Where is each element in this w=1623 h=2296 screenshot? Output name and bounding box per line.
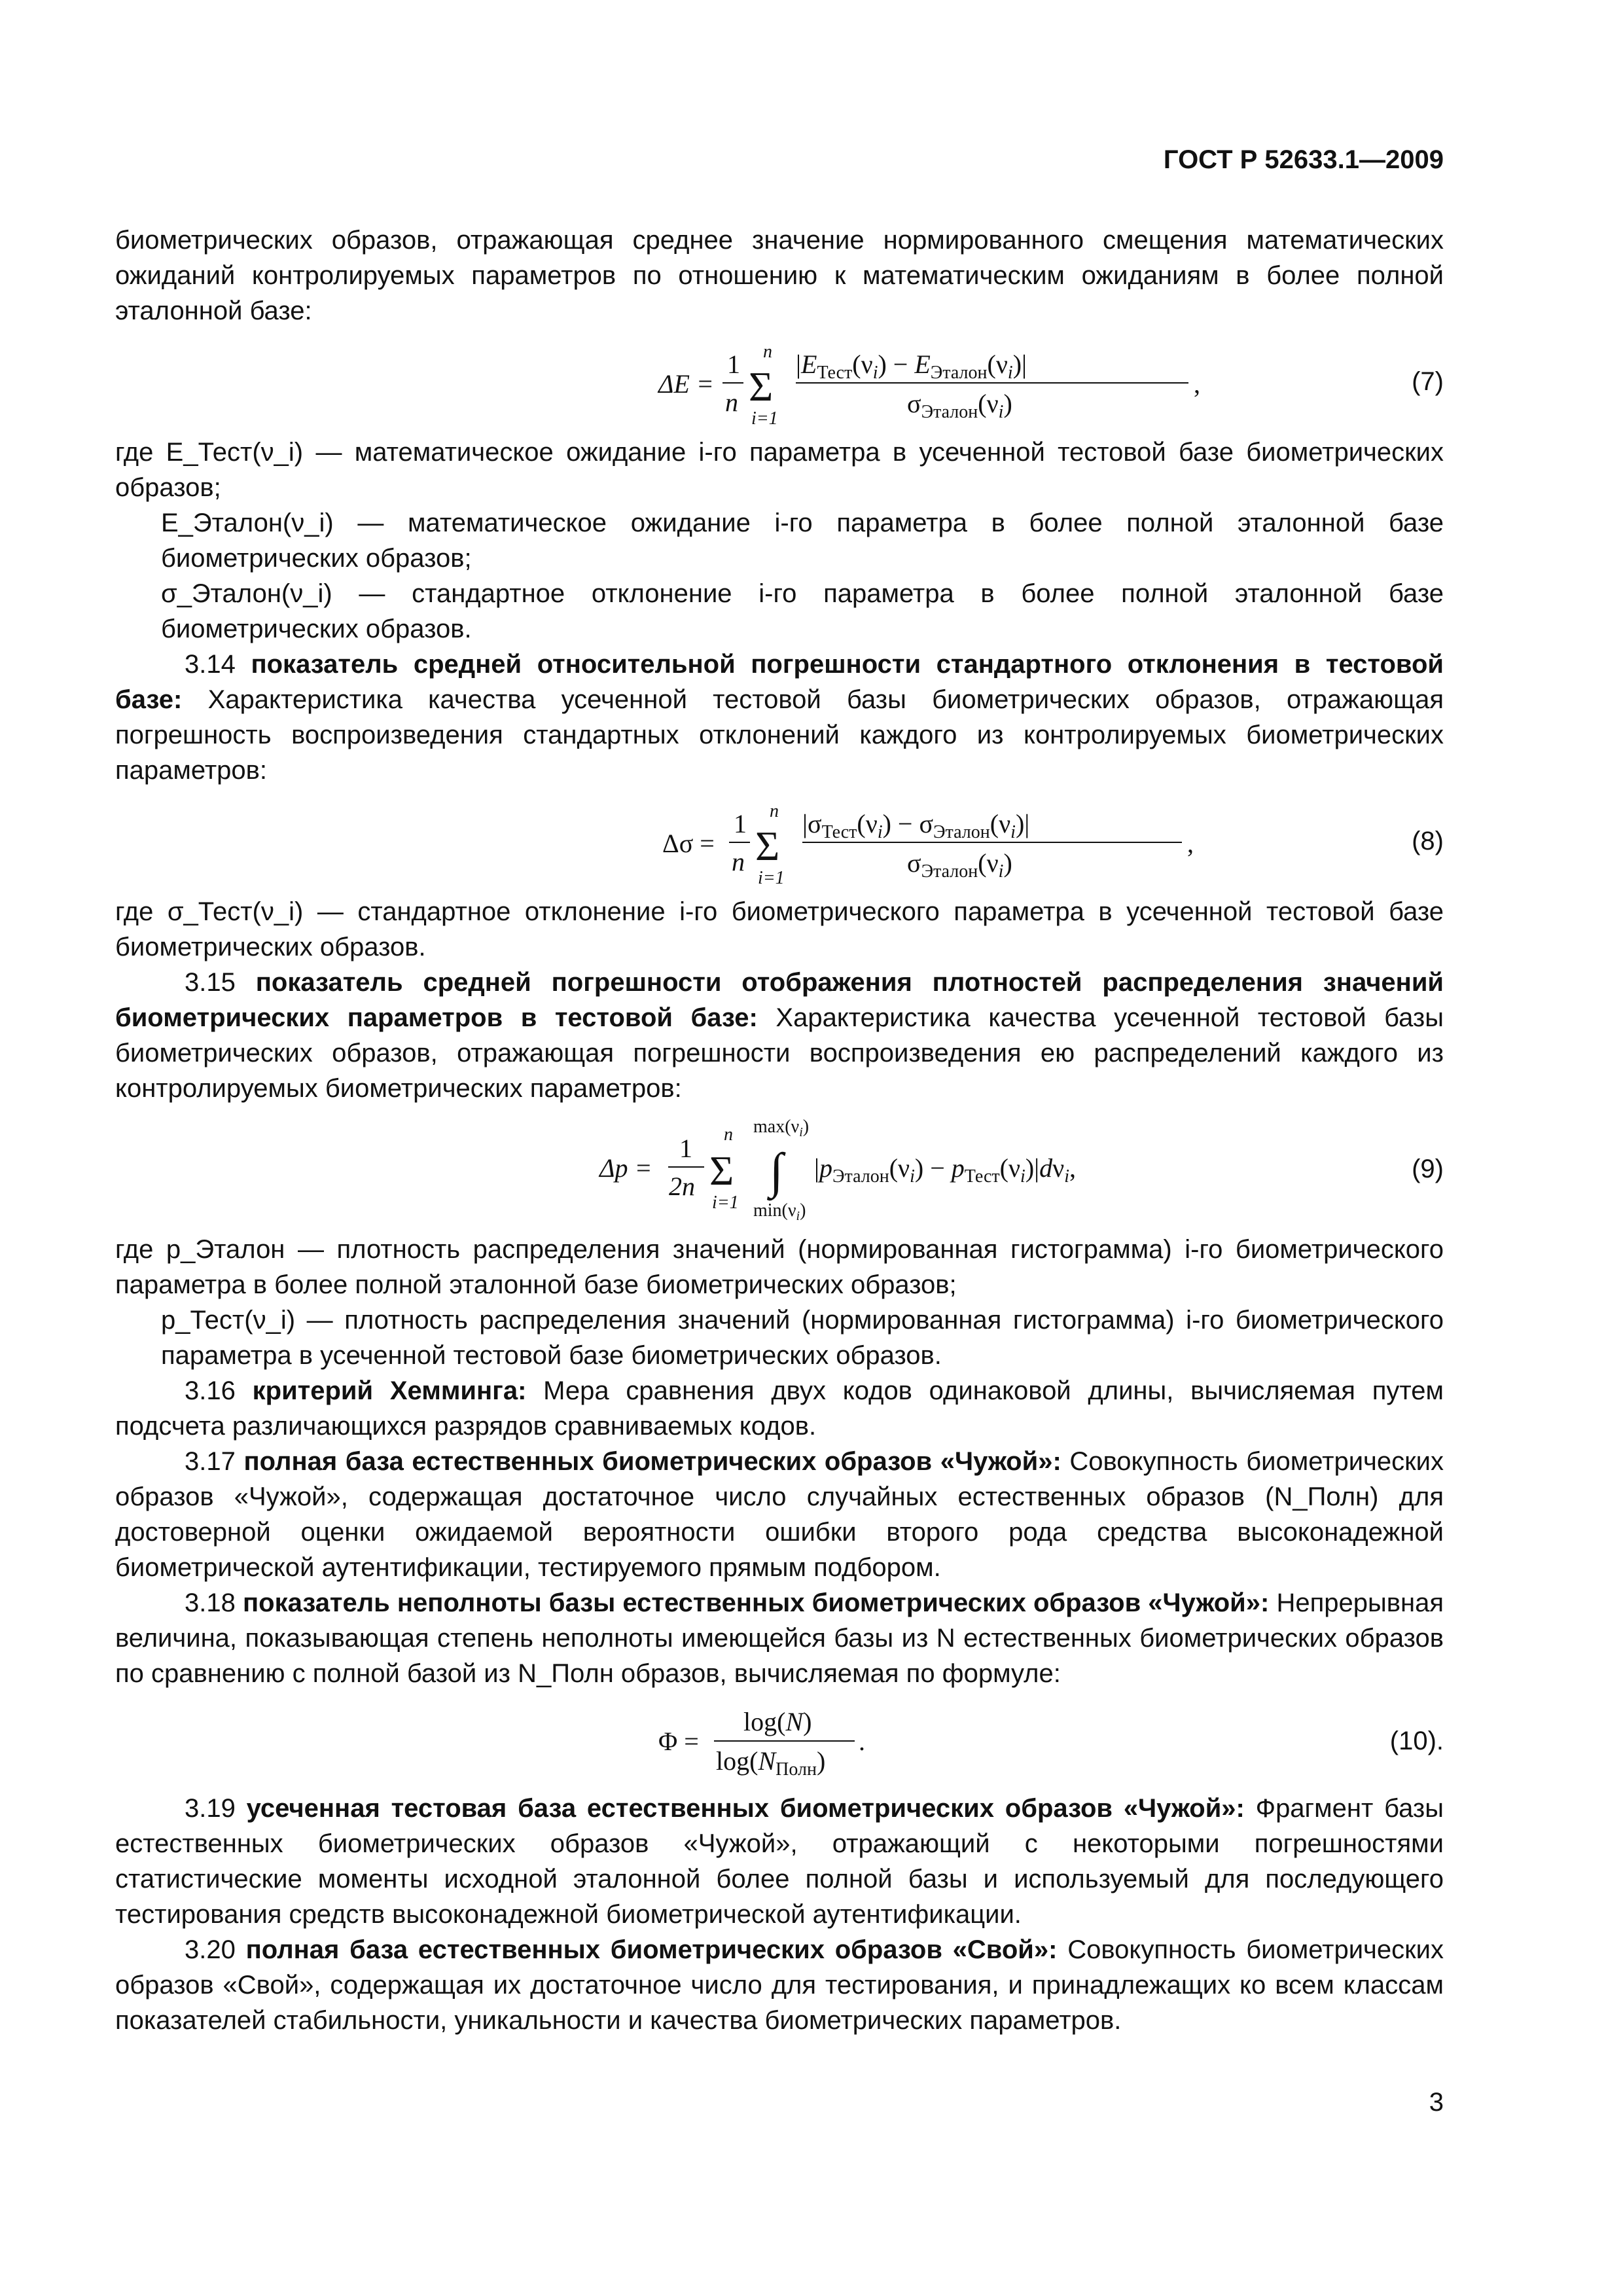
where-7-term-2: E_Эталон(ν_i) — [161, 509, 334, 537]
svg-text:Σ: Σ — [709, 1147, 734, 1194]
svg-text:i=1: i=1 — [751, 408, 778, 429]
section-3-20-term: полная база естественных биометрических образов «Свой»: — [245, 1935, 1058, 1964]
svg-text:i=1: i=1 — [712, 1193, 739, 1213]
page-number: 3 — [1429, 2088, 1444, 2117]
section-3-17 — [115, 1444, 1444, 1585]
svg-text:n: n — [724, 1124, 733, 1145]
svg-text:,: , — [1194, 369, 1200, 399]
svg-text:1: 1 — [727, 350, 740, 379]
where-7-term-3: σ_Эталон(ν_i) — [161, 579, 332, 608]
section-3-14-text: Характеристика качества усеченной тестовой базы биометрических образов, отражающая погрешность воспроизведения стандартных отклонений каждого из контролируемых биометрических параметров: — [115, 685, 1444, 785]
where-8-item — [115, 894, 1444, 965]
where-9-block — [115, 1232, 1444, 1373]
section-3-20-number: 3.20 — [185, 1935, 236, 1964]
where-7-item-1 — [115, 435, 1444, 505]
svg-text:σЭталон(νi): $\sigma_{Эталон}(\nu_i)$ — [907, 389, 1012, 422]
svg-text:|pЭталон(νi) − pТест(νi)|dνi,: $|p_{Эталон}(\nu_i) - p_{Тест}(\nu_i)|d\nu_i$, — [814, 1153, 1077, 1187]
formula-9-graphic — [115, 1110, 1444, 1228]
svg-text:|σТест(νi) − σЭталон(νi)|: $|\sigma_{Тест}(\nu_i) - \sigma_{Эталон}(\nu_i)|$ — [802, 809, 1030, 842]
section-3-15-number: 3.15 — [185, 968, 236, 997]
formula-7-graphic — [115, 332, 1444, 431]
where-8-term: где σ_Тест(ν_i) — [115, 897, 304, 926]
svg-text:n: n — [770, 801, 779, 821]
where-9-term-2: p_Тест(ν_i) — [161, 1306, 296, 1335]
svg-text:log(NПолн): $\log(N_{Полн})$ — [716, 1746, 826, 1780]
section-3-19-number: 3.19 — [185, 1794, 236, 1823]
formula-10-number: (10). — [1389, 1727, 1444, 1755]
formula-8-graphic — [115, 792, 1444, 890]
formula-8-number: (8) — [1412, 827, 1444, 855]
section-3-17-text: Совокупность биометрических образов «Чужой», содержащая достаточное число случайных естественных образов (N_Полн) для достоверной оценки ожидаемой вероятности ошибки второго рода средства высоконадежной биометрической аутентификации, тестируемого прямым подбором. — [115, 1447, 1444, 1582]
where-7-text-1: — математическое ожидание i-го параметра в усеченной тестовой базе биометрических образов; — [115, 438, 1444, 502]
where-7-text-3: — стандартное отклонение i-го параметра в более полной эталонной базе биометрических образов. — [161, 579, 1444, 643]
where-8-text: — стандартное отклонение i-го биометрического параметра в усеченной тестовой базе биометрических образов. — [115, 897, 1444, 961]
section-3-18-number: 3.18 — [185, 1588, 236, 1617]
section-3-19-term: усеченная тестовая база естественных биометрических образов «Чужой»: — [246, 1794, 1245, 1823]
where-9-term-1: где p_Эталон — [115, 1235, 285, 1264]
section-3-14 — [115, 647, 1444, 788]
where-9-text-2: — плотность распределения значений (нормированная гистограмма) i-го биометрического параметра в усеченной тестовой базе биометрических образов. — [161, 1306, 1444, 1370]
svg-text:∫: ∫ — [770, 1143, 783, 1198]
svg-text:1: 1 — [734, 809, 747, 838]
svg-text:max(νi): $\max(\nu_i)$ — [753, 1117, 810, 1139]
section-3-15 — [115, 965, 1444, 1106]
svg-text:n: n — [725, 387, 738, 417]
svg-text:min(νi): $\min(\nu_i)$ — [753, 1200, 806, 1223]
svg-text:n: n — [763, 342, 772, 362]
where-9-item-1 — [115, 1232, 1444, 1302]
section-3-17-term: полная база естественных биометрических образов «Чужой»: — [243, 1447, 1061, 1476]
where-7-item-2 — [115, 505, 1444, 576]
where-7-text-2: — математическое ожидание i-го параметра в более полной эталонной базе биометрических образов; — [161, 509, 1444, 573]
section-3-16-number: 3.16 — [185, 1376, 236, 1405]
section-3-19-text: Фрагмент базы естественных биометрических образов «Чужой», отражающий с некоторыми погрешностями статистические моменты исходной эталонной более полной базы и используемый для последующего тестирования средств высоконадежной биометрической аутентификации. — [115, 1794, 1444, 1929]
where-9-item-2 — [115, 1302, 1444, 1373]
section-3-14-number: 3.14 — [185, 650, 236, 679]
formula-9-number: (9) — [1412, 1155, 1444, 1183]
intro-paragraph: биометрических образов, отражающая среднее значение нормированного смещения математических ожиданий контролируемых параметров по отношению к математическим ожиданиям в более полной эталонной базе: — [115, 226, 1444, 325]
section-3-16-text: Мера сравнения двух кодов одинаковой длины, вычисляемая путем подсчета различающихся разрядов сравниваемых кодов. — [115, 1376, 1444, 1441]
svg-text:ΔE =: ΔE = — [658, 369, 714, 399]
section-3-20 — [115, 1932, 1444, 2038]
section-3-16-term: критерий Хемминга: — [252, 1376, 527, 1405]
section-3-18-text: Непрерывная величина, показывающая степень неполноты имеющейся базы из N естественных биометрических образов по сравнению с полной базой из N_Полн образов, вычисляемая по формуле: — [115, 1588, 1444, 1688]
svg-text:|EТест(νi) − EЭталон(νi)|: $|E_{Тест}(\nu_i) - E_{Эталон}(\nu_i)|$ — [796, 350, 1027, 383]
svg-text:,: , — [1187, 829, 1194, 858]
svg-text:log(N): log(N) — [743, 1707, 812, 1736]
svg-text:Δp =: Δp = — [599, 1153, 652, 1183]
section-3-19 — [115, 1791, 1444, 1932]
formula-10-graphic — [115, 1695, 1444, 1787]
where-7-block — [115, 435, 1444, 647]
svg-text:Σ: Σ — [755, 823, 780, 869]
formula-9 — [115, 1110, 1444, 1228]
section-3-17-number: 3.17 — [185, 1447, 236, 1476]
formula-8 — [115, 792, 1444, 890]
formula-7-number: (7) — [1412, 367, 1444, 396]
svg-text:Φ =: Φ = — [658, 1727, 699, 1756]
body-text — [115, 223, 1444, 2038]
svg-text:2n: 2n — [669, 1172, 695, 1201]
svg-text:σЭталон(νi): $\sigma_{Эталон}(\nu_i)$ — [907, 848, 1012, 882]
svg-text:Σ: Σ — [749, 363, 774, 410]
svg-text:.: . — [859, 1727, 865, 1756]
section-3-14-term: показатель средней относительной погрешности стандартного отклонения в тестовой базе: — [115, 650, 1444, 714]
where-7-item-3 — [115, 576, 1444, 647]
section-3-20-text: Совокупность биометрических образов «Свой», содержащая их достаточное число для тестирования, и принадлежащих ко всем классам показателей стабильности, уникальности и качества биометрических параметров. — [115, 1935, 1444, 2035]
section-3-15-text: Характеристика качества усеченной тестовой базы биометрических образов, отражающая погрешности воспроизведения ею распределений каждого из контролируемых биометрических параметров: — [115, 1003, 1444, 1103]
where-9-text-1: — плотность распределения значений (нормированная гистограмма) i-го биометрического параметра в более полной эталонной базе биометрических образов; — [115, 1235, 1444, 1299]
section-3-18-term: показатель неполноты базы естественных биометрических образов «Чужой»: — [242, 1588, 1270, 1617]
section-3-15-term: показатель средней погрешности отображения плотностей распределения значений биометрических параметров в тестовой базе: — [115, 968, 1444, 1032]
svg-text:1: 1 — [679, 1134, 692, 1163]
document-header: ГОСТ Р 52633.1—2009 — [1163, 145, 1444, 174]
svg-text:n: n — [732, 847, 745, 876]
section-3-18 — [115, 1585, 1444, 1691]
formula-7 — [115, 332, 1444, 431]
svg-text:i=1: i=1 — [758, 868, 785, 888]
formula-10 — [115, 1695, 1444, 1787]
svg-text:Δσ =: Δσ = — [662, 829, 715, 858]
section-3-16 — [115, 1373, 1444, 1444]
where-7-term-1: где E_Тест(ν_i) — [115, 438, 304, 467]
